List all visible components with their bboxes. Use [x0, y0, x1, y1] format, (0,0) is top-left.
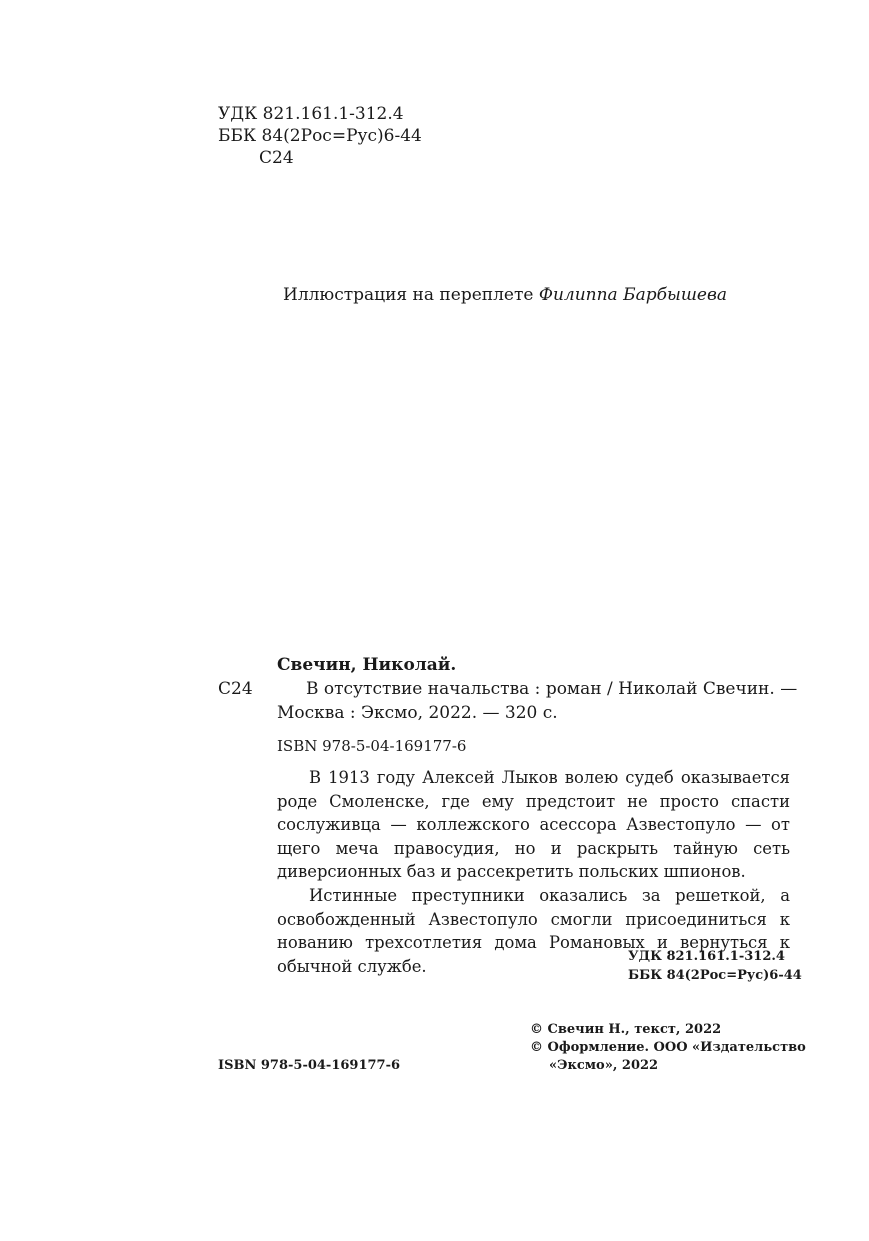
annotation-line: диверсионных баз и рассекретить польских шпионов.: [277, 862, 746, 882]
copyright-text: © Свечин Н., текст, 2022: [530, 1022, 722, 1037]
copyright-design-cont: «Эксмо», 2022: [549, 1058, 659, 1073]
record-author: Свечин, Николай.: [277, 655, 457, 675]
record-isbn: ISBN 978-5-04-169177-6: [277, 737, 467, 755]
annotation-line: роде Смоленске, где ему предстоит не просто спасти: [277, 791, 790, 811]
annotation: [277, 766, 790, 978]
annotation-line: Истинные преступники оказались за решеткой, а: [309, 885, 790, 905]
bbk-top: ББК 84(2Рос=Рус)6-44: [218, 126, 422, 146]
record-mark: С24: [218, 679, 253, 699]
illustration-artist: Филиппа Барбышева: [538, 285, 728, 305]
bbk-bottom: ББК 84(2Рос=Рус)6-44: [628, 968, 802, 983]
record-title-line1: В отсутствие начальства : роман / Николай Свечин. —: [306, 679, 798, 699]
udk-top: УДК 821.161.1-312.4: [218, 104, 404, 124]
annotation-line: В 1913 году Алексей Лыков волею судеб оказывается: [309, 768, 790, 787]
record-title-line2: Москва : Эксмо, 2022. — 320 с.: [277, 703, 558, 723]
author-mark-top: С24: [259, 148, 294, 168]
annotation-line: обычной службе.: [277, 956, 427, 976]
illustration-prefix: Иллюстрация на переплете: [283, 285, 539, 305]
annotation-line: освобожденный Азвестопуло смогли присоединиться к: [277, 909, 790, 929]
isbn-bottom: ISBN 978-5-04-169177-6: [218, 1058, 401, 1073]
annotation-line: сослуживца — коллежского асессора Азвестопуло — от: [277, 815, 790, 835]
copyright-design: © Оформление. ООО «Издательство: [530, 1040, 806, 1055]
annotation-line: щего меча правосудия, но и раскрыть тайную сеть: [277, 838, 790, 858]
udk-bottom: УДК 821.161.1-312.4: [628, 949, 785, 964]
illustration-credit: [283, 285, 727, 305]
annotation-line: нованию трехсотлетия дома Романовых и вернуться к: [277, 933, 790, 953]
